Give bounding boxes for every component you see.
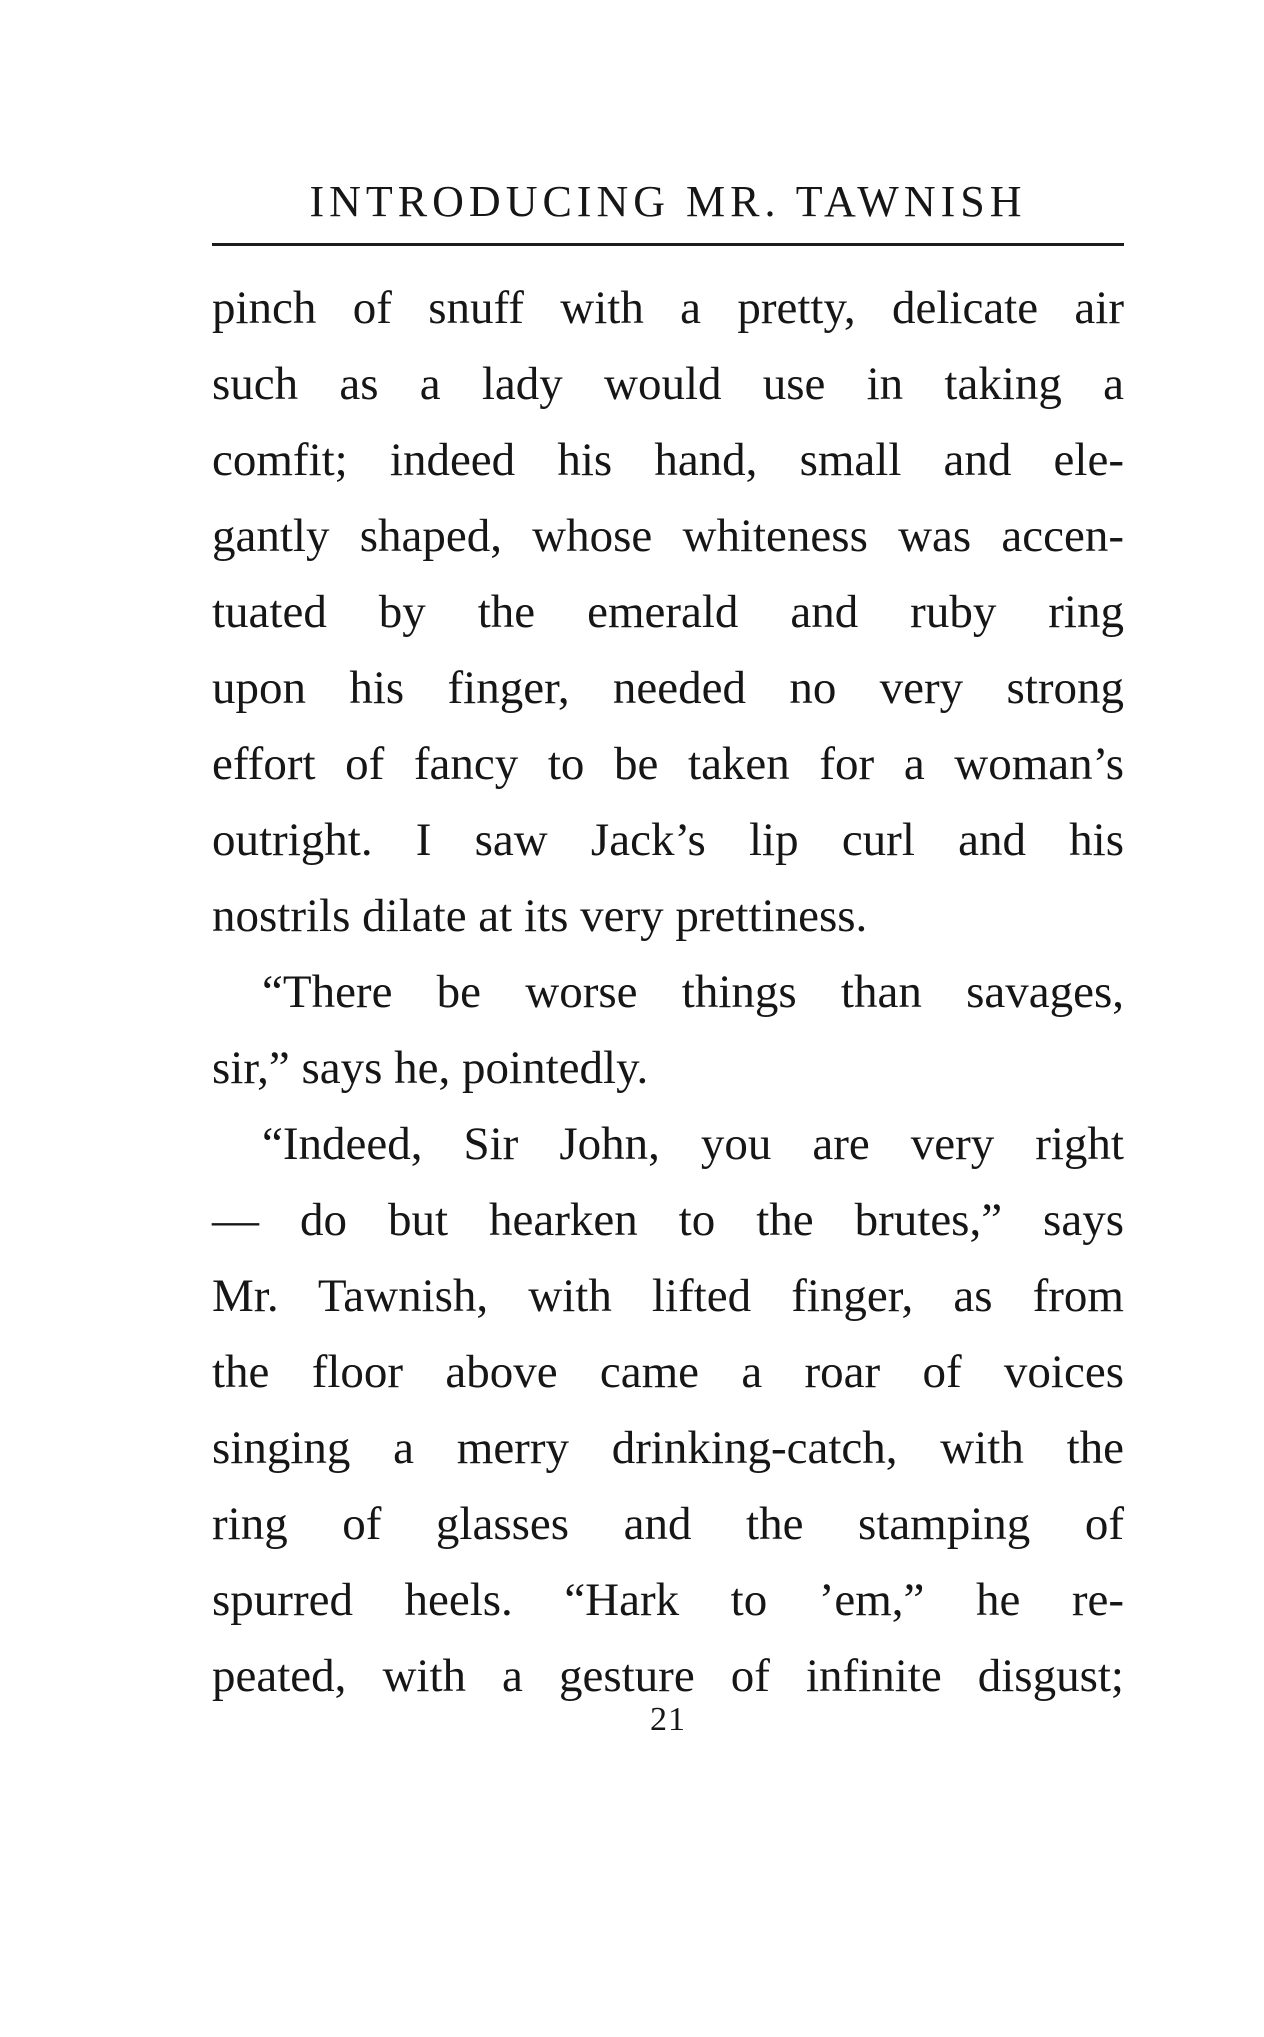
text-line: Mr. Tawnish, with lifted finger, as from: [212, 1270, 1124, 1322]
text-line: sir,” says he, pointedly.: [212, 1042, 649, 1094]
text-line: effort of fancy to be taken for a woman’s: [212, 738, 1124, 790]
text-line: gantly shaped, whose whiteness was accen-: [212, 510, 1124, 562]
page-number: 21: [650, 1701, 686, 1738]
text-line: — do but hearken to the brutes,” says: [212, 1194, 1124, 1246]
text-line: upon his finger, needed no very strong: [212, 662, 1124, 714]
text-line: singing a merry drinking-catch, with the: [212, 1422, 1124, 1474]
text-line: outright. I saw Jack’s lip curl and his: [212, 814, 1124, 866]
running-head: INTRODUCING MR. TAWNISH: [309, 177, 1027, 226]
text-line: spurred heels. “Hark to ’em,” he re-: [212, 1574, 1124, 1626]
text-line: “Indeed, Sir John, you are very right: [262, 1118, 1124, 1170]
text-line: “There be worse things than savages,: [262, 966, 1124, 1018]
text-line: comfit; indeed his hand, small and ele-: [212, 434, 1124, 486]
text-line: tuated by the emerald and ruby ring: [212, 586, 1124, 638]
body-text: [212, 270, 1124, 1714]
header-rule: [212, 243, 1124, 246]
text-line: such as a lady would use in taking a: [212, 358, 1124, 410]
text-line: ring of glasses and the stamping of: [212, 1498, 1124, 1550]
text-line: nostrils dilate at its very prettiness.: [212, 890, 868, 942]
text-line: the floor above came a roar of voices: [212, 1346, 1124, 1398]
text-line: peated, with a gesture of infinite disgust;: [212, 1650, 1124, 1702]
text-line: pinch of snuff with a pretty, delicate air: [212, 282, 1124, 334]
